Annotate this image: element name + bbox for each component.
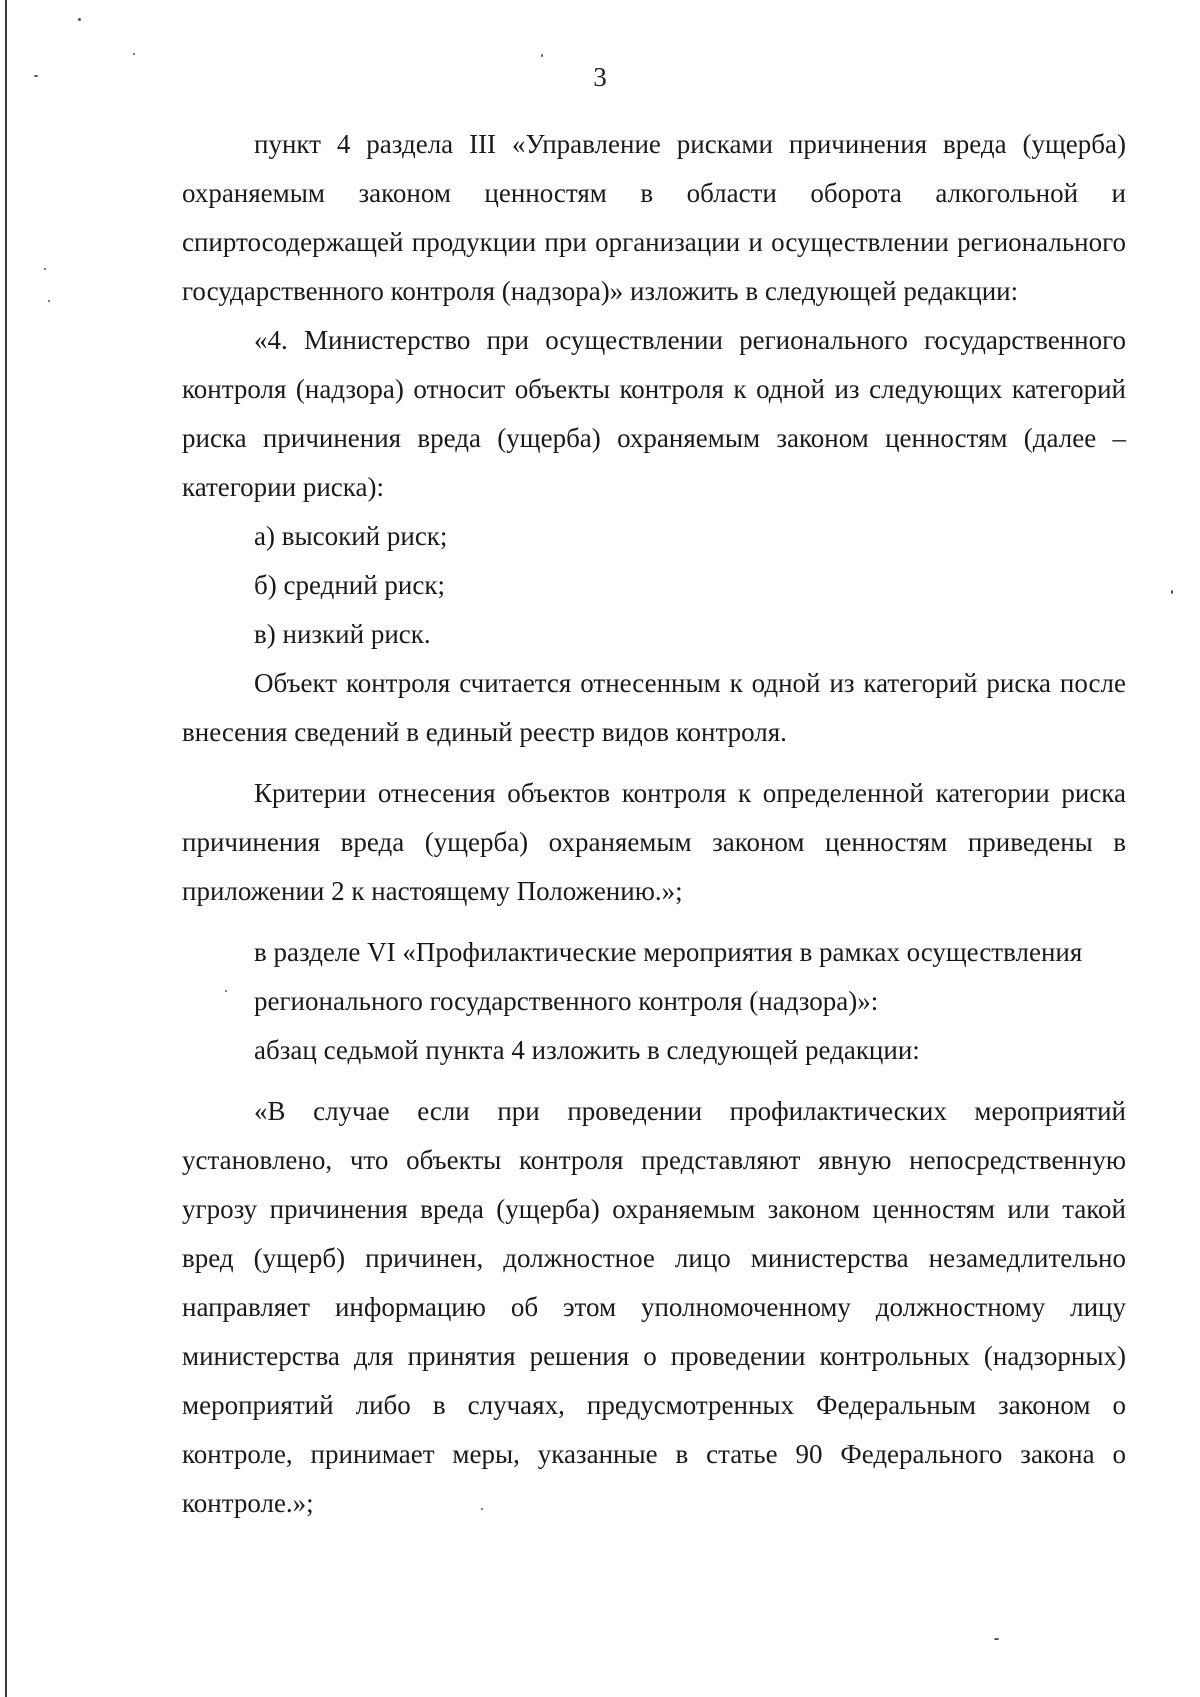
list-item-high-risk: а) высокий риск;	[254, 521, 448, 551]
scan-speck	[541, 54, 543, 57]
paragraph-object-assignment: Объект контроля считается отнесенным к одной из категорий риска после внесения сведений в единый реестр видов контроля.	[182, 668, 1126, 747]
paragraph-threat-case: «В случае если при проведении профилактических мероприятий установлено, что объекты контроля представляют явную непосредственную угрозу причинения вреда (ущерба) охраняемым законом ценностям или такой вред (ущерб) причинен, должностное лицо министерства незамедлительно направляет информацию об этом уполномоченному должностному лицу министерства для принятия решения о проведении контрольных (надзорных) мероприятий либо в случаях, предусмотренных Федеральным законом о контроле, принимает меры, указанные в статье 90 Федерального закона о контроле.»;	[182, 1096, 1126, 1518]
paragraph-section-6: в разделе VI «Профилактические мероприятия в рамках осуществления регионального государственного контроля (надзора)»:	[254, 937, 1083, 1016]
scan-speck	[133, 53, 135, 55]
scan-speck	[44, 268, 46, 270]
paragraph-risk-categories: «4. Министерство при осуществлении регионального государственного контроля (надзора) относит объекты контроля к одной из следующих категорий риска причинения вреда (ущерба) охраняемым законом ценностям (далее – категории риска):	[182, 325, 1126, 502]
page-edge-line	[5, 0, 7, 1697]
paragraph-criteria: Критерии отнесения объектов контроля к определенной категории риска причинения вреда (ущерба) охраняемым законом ценностям приведены в приложении 2 к настоящему Положению.»;	[182, 778, 1126, 906]
paragraph-amend-section-3: пункт 4 раздела III «Управление рисками причинения вреда (ущерба) охраняемым законом ценностям в области оборота алкогольной и спиртосодержащей продукции при организации и осуществлении регионального государственного контроля (надзора)» изложить в следующей редакции:	[182, 129, 1126, 306]
page-number: 3	[593, 62, 607, 92]
document-body	[182, 120, 1126, 1528]
scan-speck	[994, 1638, 999, 1640]
scan-speck	[78, 18, 81, 21]
list-item-low-risk: в) низкий риск.	[254, 619, 431, 649]
scan-speck	[1171, 590, 1173, 594]
scan-speck	[48, 300, 50, 302]
paragraph-clause-7: абзац седьмой пункта 4 изложить в следующей редакции:	[254, 1035, 920, 1065]
list-item-medium-risk: б) средний риск;	[254, 570, 445, 600]
